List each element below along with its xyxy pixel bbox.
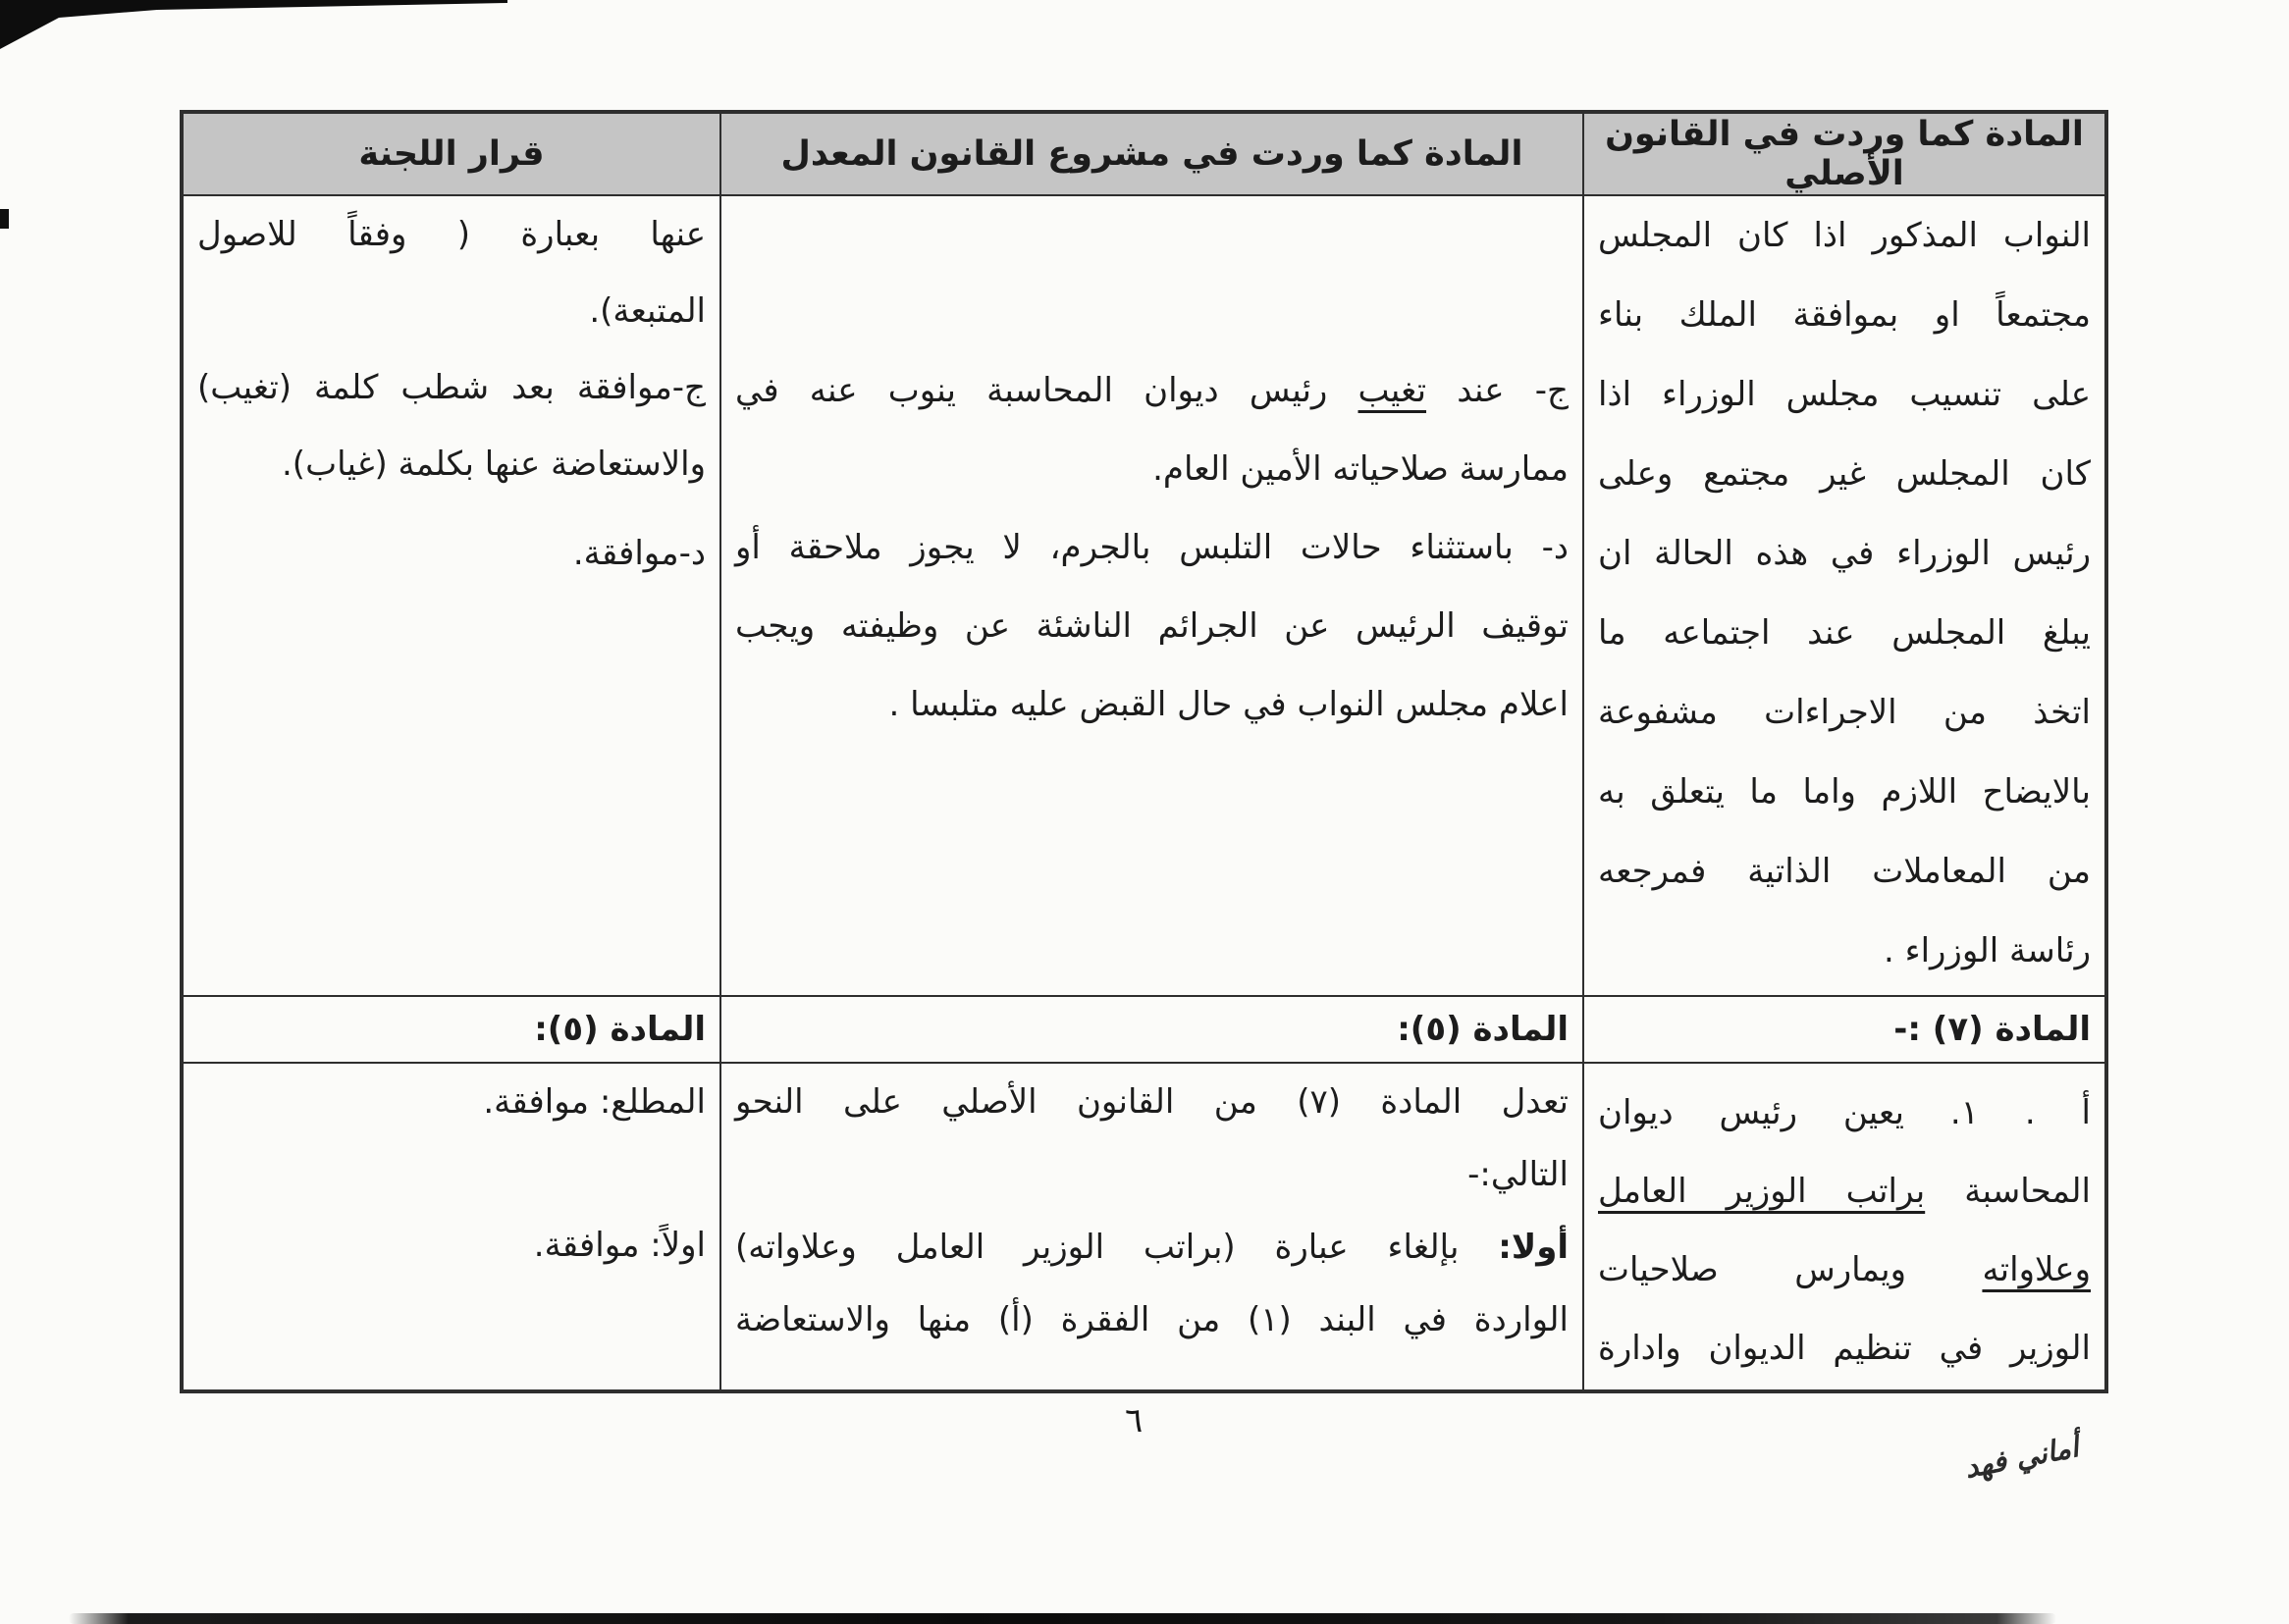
cell-original-article-body: أ . ١. يعين رئيس ديوان المحاسبة براتب الوزير العامل وعلاواته ويمارس صلاحيات الوزير في تنظيم الديوان وادارة: [1583, 1063, 2105, 1390]
cell-amended-bill-continuation: ج- عند تغيب رئيس ديوان المحاسبة ينوب عنه في ممارسة صلاحياته الأمين العام. د- باستثناء حالات التلبس بالجرم، لا يجوز ملاحقة أو توقيف الرئيس عن الجرائم الناشئة عن وظيفته ويجب اعلام مجلس النواب في حال القبض عليه متلبسا .: [720, 195, 1583, 996]
cell-amended-article-body: تعدل المادة (٧) من القانون الأصلي على النحو التالي:- أولا: بإلغاء عبارة (براتب الوزير العامل وعلاواته) الواردة في البند (١) من الفقرة (أ) منها والاستعاضة: [720, 1063, 1583, 1390]
column-header-amended-bill: المادة كما وردت في مشروع القانون المعدل: [720, 113, 1583, 195]
cell-original-article-number: المادة (٧) :-: [1583, 996, 2105, 1063]
cell-decision-article-number: المادة (٥):: [183, 996, 720, 1063]
comparison-table: [180, 110, 2108, 1393]
cell-decision-article-body: المطلع: موافقة. اولاً: موافقة.: [183, 1063, 720, 1390]
column-header-original-law: المادة كما وردت في القانون الأصلي: [1583, 113, 2105, 195]
cell-original-law-continuation: النواب المذكور اذا كان المجلس مجتمعاً او بموافقة الملك بناء على تنسيب مجلس الوزراء اذا كان المجلس غير مجتمع وعلى رئيس الوزراء في هذه الحالة ان يبلغ المجلس عند اجتماعه ما اتخذ من الاجراءات مشفوعة بالايضاح اللازم واما ما يتعلق به من المعاملات الذاتية فمرجعه رئاسة الوزراء .: [1583, 195, 2105, 996]
cell-amended-article-number: المادة (٥):: [720, 996, 1583, 1063]
column-header-committee-decision: قرار اللجنة: [183, 113, 720, 195]
handwritten-signature: أماني فهد: [1961, 1430, 2082, 1485]
page-number: ٦: [1125, 1401, 1144, 1441]
scan-artifact-top-left: [0, 0, 510, 51]
scan-artifact-bottom-strip: [69, 1613, 2056, 1624]
cell-committee-decision-continuation: عنها بعبارة ( وفقاً للاصول المتبعة). ج-موافقة بعد شطب كلمة (تغيب) والاستعاضة عنها بكلمة (غياب). د-موافقة.: [183, 195, 720, 996]
scan-artifact-left-edge: [0, 209, 9, 229]
